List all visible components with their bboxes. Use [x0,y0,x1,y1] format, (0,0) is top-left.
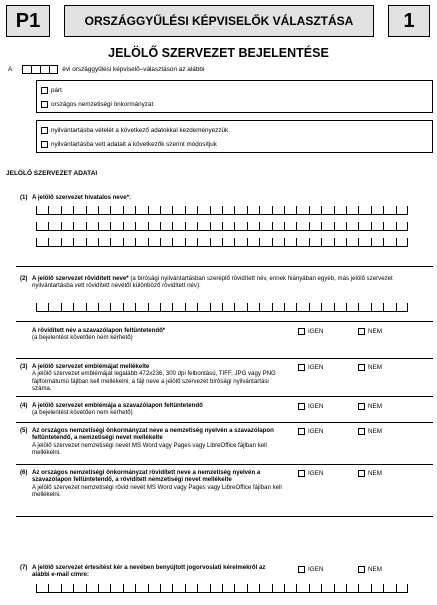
option-national-minority[interactable] [37,97,432,111]
year-input[interactable] [22,65,58,74]
year-prefix: A [8,66,13,73]
item-3-number: (3) [20,363,28,370]
item-6-title: Az országos nemzetiségi önkormányzat rövidített neve a nemzetiség nyelvén a szavazólapon feltüntetendő, a rövidített nemzetiségi nevet mellékelte [32,469,261,484]
item-2-text: (a bírósági nyilvántartásban szereplő rövidített név, ennek hiányában egyéb, más jelölő szervezet nyilvántartásba vett rövidített nevétől különböző rövidített név): [32,275,393,290]
notify-yes[interactable] [298,566,323,573]
minority-short-yes-label: IGEN [308,470,324,477]
item-2-title: A jelölő szervezet rövidített neve* [32,275,129,282]
item-short-ballot-text: (a bejelentést követően nem kérhető) [32,334,133,342]
item-7-number: (7) [20,564,28,571]
form-code: P1 [15,9,41,32]
divider [16,396,433,397]
notify-no-checkbox[interactable] [358,566,365,573]
item-1-title: A jelölő szervezet hivatalos neve*: [32,194,132,201]
minority-short-no-checkbox[interactable] [358,470,365,477]
option-party[interactable] [37,83,432,97]
logo-ballot-no[interactable] [358,403,382,410]
item-short-ballot-title: A rövidített név a szavazólapon feltüntetendő* [32,327,166,334]
short-name-line[interactable] [36,303,408,312]
notify-no[interactable] [358,566,382,573]
modify-data-checkbox[interactable] [41,141,48,148]
option-register-new[interactable] [37,123,432,137]
item-4-text: (a bejelentést követően nem kérhető) [32,409,133,417]
minority-short-yes-checkbox[interactable] [298,470,305,477]
notify-yes-checkbox[interactable] [298,566,305,573]
logo-attached-no[interactable] [358,364,382,371]
org-type-box [36,80,433,113]
item-1-number: (1) [20,194,28,201]
short-ballot-yes[interactable] [298,328,323,335]
item-5-text: A jelölő szervezet nemzetiségi nevét MS Word vagy Pages vagy LibreOffice fájlban kell mellékelni. [32,441,267,456]
header-title: ORSZÁGGYŰLÉSI KÉPVISELŐK VÁLASZTÁSA [84,14,354,28]
item-4-number: (4) [20,402,28,409]
option-modify-data[interactable] [37,137,432,151]
option-party-label: párt [51,86,62,94]
year-line [8,65,204,74]
divider [16,321,433,322]
logo-ballot-yes-label: IGEN [308,403,324,410]
logo-attached-yes-label: IGEN [308,364,324,371]
year-suffix: évi országgyűlési képviselő–választáson az alábbi [62,66,205,73]
minority-name-no-checkbox[interactable] [358,428,365,435]
divider [16,464,433,465]
logo-attached-yes-checkbox[interactable] [298,364,305,371]
option-national-minority-label: országos nemzetiségi önkormányzat [51,100,154,108]
short-ballot-yes-label: IGEN [308,328,324,335]
logo-ballot-yes[interactable] [298,403,323,410]
option-register-new-label: nyilvántartásba vételét a következő adatokkal kezdeményezzük [51,126,229,134]
short-ballot-no-label: NEM [368,328,382,335]
item-7-title: A jelölő szervezet értesítést kér a nevében benyújtott jogorvoslati kérelmekről az alábbi e-mail címre: [32,564,266,579]
email-input-line[interactable] [36,584,408,593]
logo-ballot-no-checkbox[interactable] [358,403,365,410]
minority-short-no[interactable] [358,470,382,477]
item-5-number: (5) [20,427,28,434]
official-name-line-3[interactable] [36,238,408,247]
item-4-title: A jelölő szervezet emblémája a szavazólapon feltüntetendő [32,402,203,409]
logo-attached-yes[interactable] [298,364,323,371]
form-code-badge [6,5,50,37]
notify-yes-label: IGEN [308,566,324,573]
logo-ballot-no-label: NEM [368,403,382,410]
minority-short-yes[interactable] [298,470,323,477]
logo-attached-no-label: NEM [368,364,382,371]
item-3-text: A jelölő szervezet emblémáját legalább 472x236, 300 dpi felbontású, TIFF, JPG vagy PNG fájlformátumú fájlban kell mellékelni, a fájl neve a jelölő szervezet bírósági nyilvántartási száma. [32,370,276,392]
divider [16,516,433,517]
short-ballot-no[interactable] [358,328,382,335]
short-ballot-yes-checkbox[interactable] [298,328,305,335]
form-title: JELÖLŐ SZERVEZET BEJELENTÉSE [108,46,329,60]
registry-box [36,120,433,153]
minority-name-yes[interactable] [298,428,323,435]
item-2-number: (2) [20,275,28,282]
header-title-box [64,5,374,37]
option-modify-data-label: nyilvántartásba vett adatait a következők szerint módosítjuk [51,140,217,148]
notify-no-label: NEM [368,566,382,573]
register-new-checkbox[interactable] [41,127,48,134]
item-short-ballot [32,327,282,342]
logo-attached-no-checkbox[interactable] [358,364,365,371]
divider [16,266,433,267]
official-name-line-2[interactable] [36,222,408,231]
page-number-badge [388,5,430,37]
short-ballot-no-checkbox[interactable] [358,328,365,335]
item-3-title: A jelölő szervezet emblémájat mellékelte [32,363,150,370]
logo-ballot-yes-checkbox[interactable] [298,403,305,410]
item-5-title: Az országos nemzetiségi önkormányzat neve a nemzetiség nyelvén a szavazólapon feltüntetendő, a nemzetiségi nevet mellékelte [32,427,274,442]
minority-name-no[interactable] [358,428,382,435]
divider [16,422,433,423]
minority-short-no-label: NEM [368,470,382,477]
national-minority-checkbox[interactable] [41,101,48,108]
official-name-line-1[interactable] [36,206,408,215]
item-6-text: A jelölő szervezet nemzetiségi rövid nevét MS Word vagy Pages vagy LibreOffice fájlban kell mellékelni. [32,483,282,498]
divider [16,358,433,359]
minority-name-yes-label: IGEN [308,428,324,435]
party-checkbox[interactable] [41,87,48,94]
minority-name-yes-checkbox[interactable] [298,428,305,435]
section-title: JELÖLŐ SZERVEZET ADATAI [6,170,98,177]
minority-name-no-label: NEM [368,428,382,435]
item-6-number: (6) [20,469,28,476]
page-number: 1 [403,9,415,32]
